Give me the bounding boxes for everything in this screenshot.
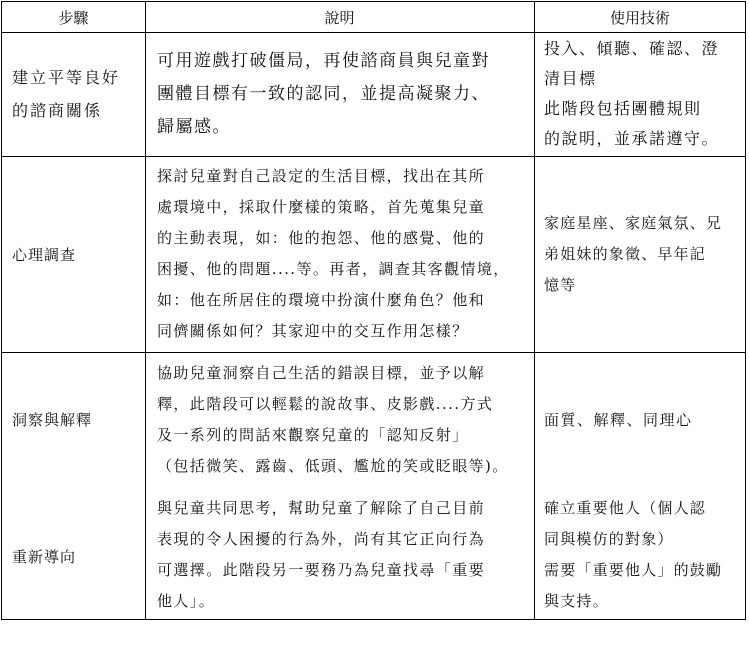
row-4-techniques: 確立重要他人（個人認 同與模仿的對象） 需要「重要他人」的鼓勵 與支持。	[544, 499, 723, 610]
row-1-description: 可用遊戲打破僵局，再使諮商員與兒童對 團體目標有一致的認同，並提高凝聚力、 歸屬感。	[157, 50, 490, 137]
row-3-step: 洞察與解釋	[12, 410, 93, 429]
header-description: 說明	[324, 8, 355, 27]
header-step: 步驟	[58, 8, 89, 27]
row-4-description: 與兒童共同思考，幫助兒童了解除了自己目前 表現的令人困擾的行為外，尚有其它正向行為 可選擇。此階段另一要務乃為兒童找尋「重要 他人」。	[157, 499, 486, 610]
adlerian-counseling-steps-table	[1, 1, 746, 620]
row-1-step: 建立平等良好 的諮商關係	[12, 68, 121, 120]
row-3-techniques: 面質、解釋、同理心	[544, 410, 693, 429]
row-2-techniques: 家庭星座、家庭氣氛、兄 弟姐妹的象徵、早年記 憶等	[544, 213, 723, 294]
header-techniques: 使用技術	[609, 8, 670, 27]
column-divider	[534, 2, 535, 619]
row-3-description: 協助兒童洞察自己生活的錯誤目標，並予以解 釋，此階段可以輕鬆的說故事、皮影戲....方式 及一系列的問話來觀察兒童的「認知反射」 （包括微笑、露齒、低頭、尷尬的笑或眨眼等)。	[157, 364, 509, 475]
row-4-step: 重新導向	[12, 547, 77, 566]
row-2-description: 探討兒童對自己設定的生活目標，找出在其所 處環境中，採取什麼樣的策略，首先蒐集兒童 的主動表現，如：他的抱怨、他的感覺、他的 困擾、他的問題....等。再者，調查其客觀情境， 如：他在所居住的環境中扮演什麼角色？他和 同儕關係如何？其家迎中的交互作用怎樣？	[157, 167, 510, 340]
row-2-step: 心理調查	[12, 245, 77, 264]
column-divider	[145, 2, 146, 619]
row-1-techniques: 投入、傾聽、確認、澄 清目標 此階段包括團體規則 的說明，並承諾遵守。	[544, 39, 720, 148]
